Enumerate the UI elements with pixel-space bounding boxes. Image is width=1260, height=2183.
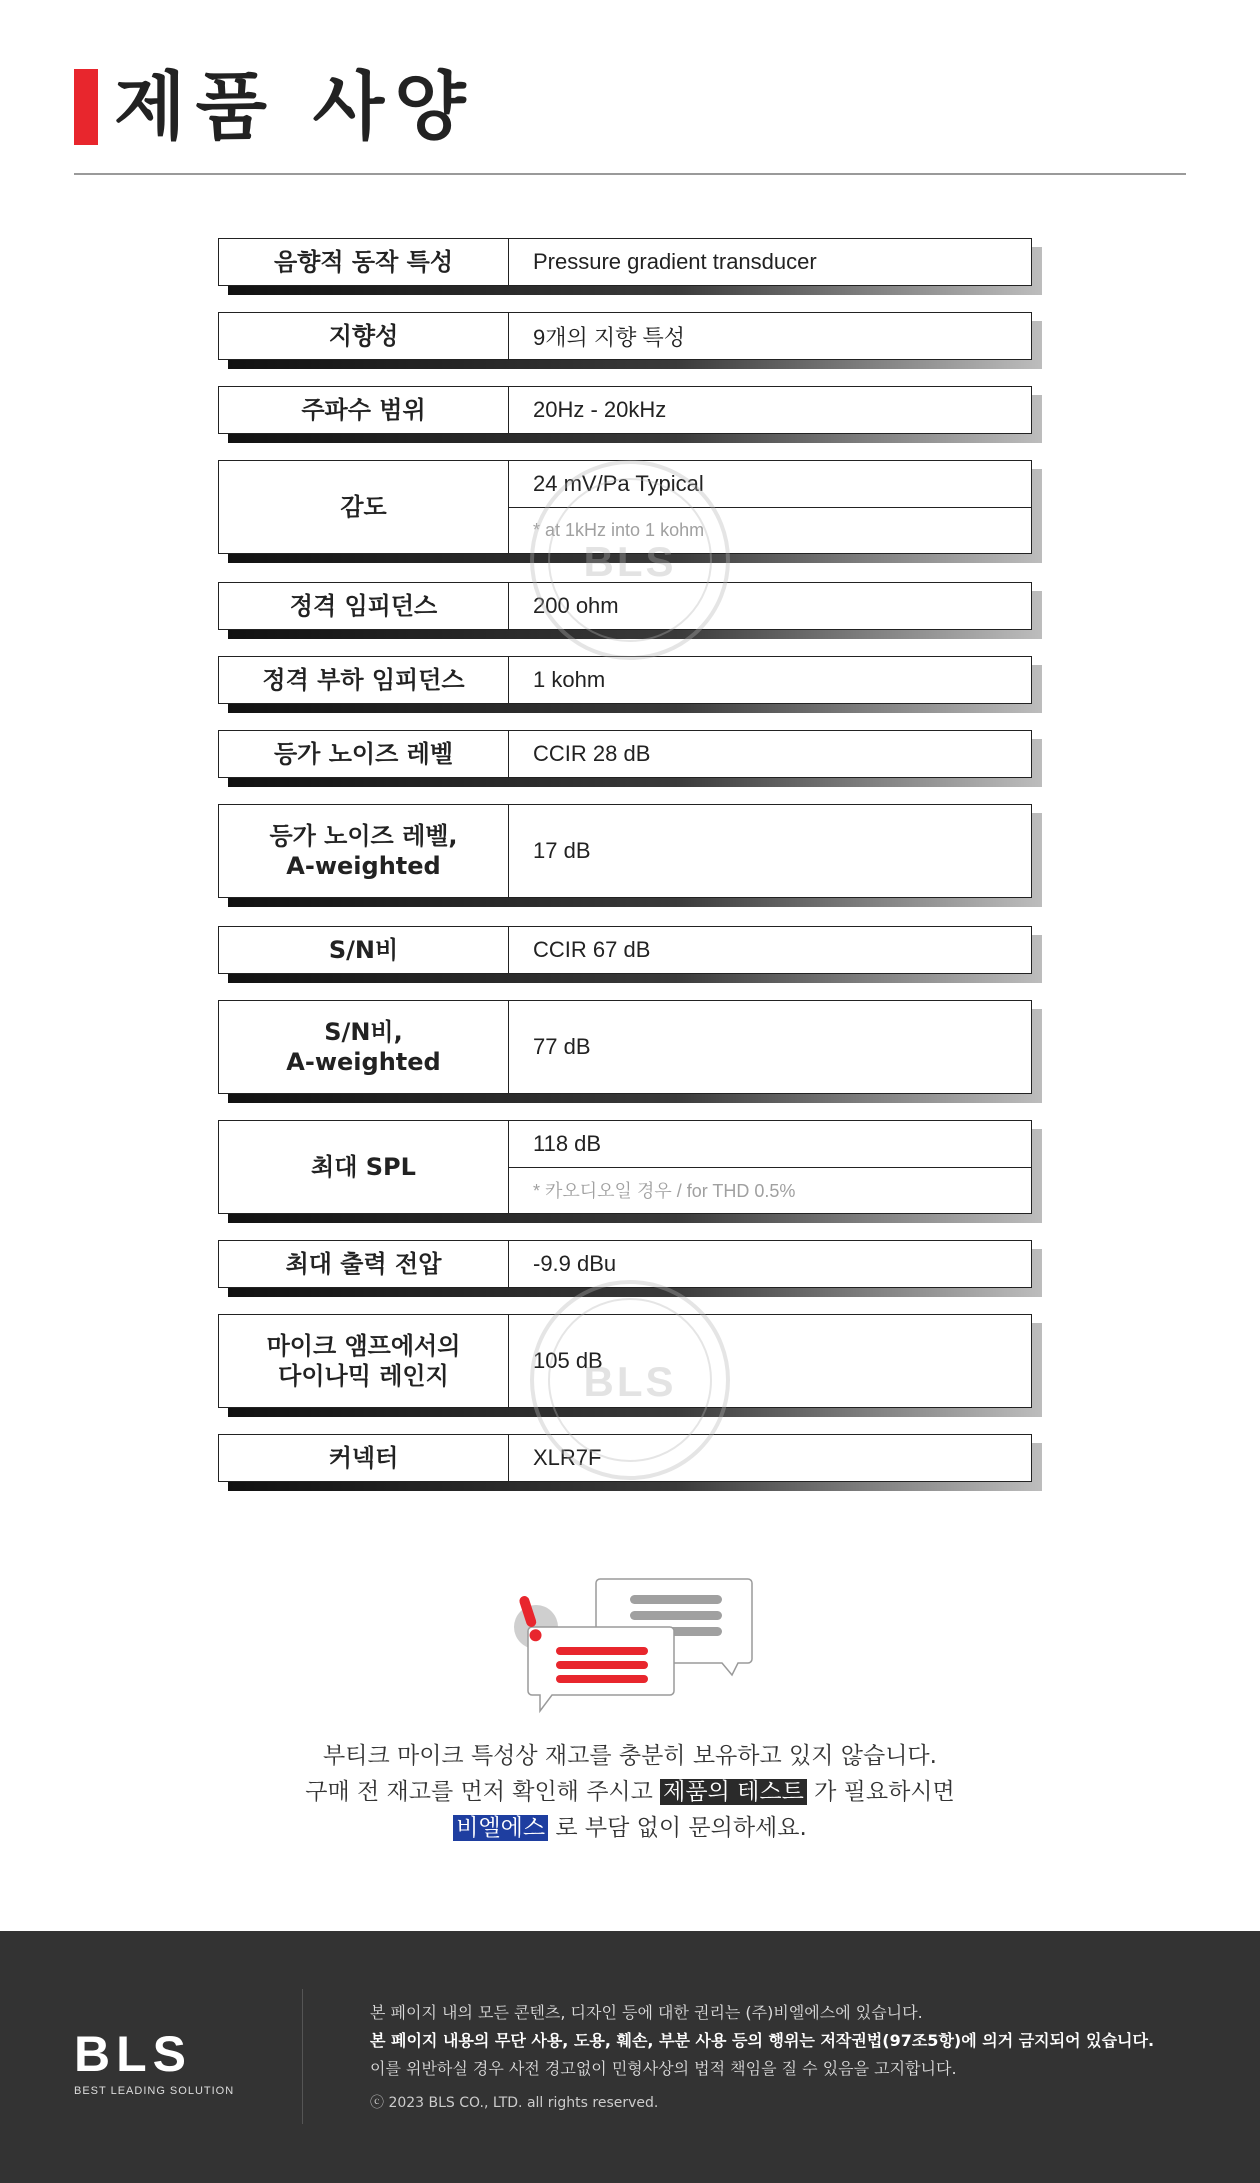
spec-row xyxy=(218,1120,1032,1214)
spec-values xyxy=(509,1315,1031,1407)
spec-label: 감도 xyxy=(219,461,509,553)
spec-values xyxy=(509,927,1031,973)
spec-row-box xyxy=(218,460,1032,554)
spec-value: 1 kohm xyxy=(533,667,606,692)
notice-line-3: 비엘에스 로 부담 없이 문의하세요. xyxy=(0,1810,1260,1846)
spec-value: -9.9 dBu xyxy=(533,1251,617,1276)
spec-note: * 카오디오일 경우 / for THD 0.5% xyxy=(509,1167,1031,1214)
copyright: ⓒ 2023 BLS CO., LTD. all rights reserved. xyxy=(370,2095,659,2111)
spec-values xyxy=(509,387,1031,433)
spec-row-box xyxy=(218,1240,1032,1288)
spec-row-box xyxy=(218,582,1032,630)
page-header xyxy=(74,62,476,152)
spec-row xyxy=(218,804,1032,898)
spec-value: 105 dB xyxy=(533,1348,603,1373)
spec-value: 118 dB xyxy=(533,1130,602,1156)
spec-values xyxy=(509,461,1031,553)
bls-logo: BLS xyxy=(74,2026,192,2082)
watermark-seal: BLS xyxy=(530,1280,730,1480)
spec-row xyxy=(218,238,1032,286)
spec-row-box xyxy=(218,238,1032,286)
spec-value: 77 dB xyxy=(533,1034,591,1059)
header-divider xyxy=(74,173,1186,175)
footer-line-1: 본 페이지 내의 모든 콘텐츠, 디자인 등에 대한 권리는 (주)비엘에스에 있습니다. xyxy=(370,2003,923,2022)
spec-label: 지향성 xyxy=(219,313,509,359)
spec-row xyxy=(218,460,1032,554)
spec-row-box xyxy=(218,1434,1032,1482)
spec-row xyxy=(218,926,1032,974)
spec-label: 등가 노이즈 레벨, A-weighted xyxy=(219,805,509,897)
spec-label: 마이크 앰프에서의 다이나믹 레인지 xyxy=(219,1315,509,1407)
page-title: 제품 사양 xyxy=(114,64,476,150)
spec-row-box xyxy=(218,1314,1032,1408)
spec-label: 정격 부하 임피던스 xyxy=(219,657,509,703)
spec-values xyxy=(509,313,1031,359)
footer-line-3: 이를 위반하실 경우 사전 경고없이 민형사상의 법적 책임을 질 수 있음을 고지합니다. xyxy=(370,2059,957,2078)
spec-value: XLR7F xyxy=(533,1445,602,1470)
spec-values xyxy=(509,731,1031,777)
spec-label: 최대 SPL xyxy=(219,1121,509,1213)
front-chat-bubble-icon xyxy=(528,1627,674,1711)
product-test-highlight: 제품의 테스트 xyxy=(660,1779,807,1805)
spec-row xyxy=(218,1434,1032,1482)
spec-values xyxy=(509,657,1031,703)
spec-row-box xyxy=(218,926,1032,974)
stock-notice xyxy=(0,1738,1260,1846)
spec-row xyxy=(218,386,1032,434)
spec-value: 20Hz - 20kHz xyxy=(533,397,667,422)
spec-label: 음향적 동작 특성 xyxy=(219,239,509,285)
spec-note: * at 1kHz into 1 kohm xyxy=(509,507,1031,554)
spec-row-box xyxy=(218,386,1032,434)
spec-label: 커넥터 xyxy=(219,1435,509,1481)
spec-value: 200 ohm xyxy=(533,593,619,618)
spec-row-box xyxy=(218,804,1032,898)
footer-logo xyxy=(74,2026,235,2097)
spec-row xyxy=(218,730,1032,778)
spec-value: 9개의 지향 특성 xyxy=(533,324,685,350)
spec-row-box xyxy=(218,1120,1032,1214)
spec-row xyxy=(218,1314,1032,1408)
spec-values xyxy=(509,1435,1031,1481)
spec-label: 주파수 범위 xyxy=(219,387,509,433)
spec-values xyxy=(509,1001,1031,1093)
spec-row xyxy=(218,1240,1032,1288)
spec-value: 17 dB xyxy=(533,838,591,863)
spec-row-box xyxy=(218,730,1032,778)
footer-divider xyxy=(302,1989,303,2124)
spec-values xyxy=(509,239,1031,285)
footer xyxy=(0,1931,1260,2183)
notice-line-2: 구매 전 재고를 먼저 확인해 주시고 제품의 테스트 가 필요하시면 xyxy=(305,1779,955,1805)
spec-values xyxy=(509,583,1031,629)
watermark-seal: BLS xyxy=(530,460,730,660)
spec-values xyxy=(509,805,1031,897)
spec-value: CCIR 28 dB xyxy=(533,741,651,766)
footer-line-2: 본 페이지 내용의 무단 사용, 도용, 훼손, 부분 사용 등의 행위는 저작권법(97조5항)에 의거 금지되어 있습니다. xyxy=(370,2031,1155,2050)
spec-row xyxy=(218,582,1032,630)
spec-label: 최대 출력 전압 xyxy=(219,1241,509,1287)
spec-row xyxy=(218,656,1032,704)
spec-row-box xyxy=(218,1000,1032,1094)
spec-row-box xyxy=(218,656,1032,704)
spec-label: 등가 노이즈 레벨 xyxy=(219,731,509,777)
spec-value: CCIR 67 dB xyxy=(533,937,651,962)
company-highlight: 비엘에스 xyxy=(453,1815,548,1841)
chat-alert-illustration xyxy=(500,1575,760,1715)
title-accent-bar xyxy=(74,69,98,145)
spec-values xyxy=(509,1121,1031,1213)
spec-label: S/N비 xyxy=(219,927,509,973)
spec-label: S/N비, A-weighted xyxy=(219,1001,509,1093)
notice-line-1: 부티크 마이크 특성상 재고를 충분히 보유하고 있지 않습니다. xyxy=(323,1743,937,1769)
footer-legal xyxy=(370,1999,1154,2117)
logo-tagline: BEST LEADING SOLUTION xyxy=(74,2085,235,2097)
spec-row xyxy=(218,312,1032,360)
spec-label: 정격 임피던스 xyxy=(219,583,509,629)
spec-row-box xyxy=(218,312,1032,360)
spec-values xyxy=(509,1241,1031,1287)
spec-value: 24 mV/Pa Typical xyxy=(533,470,704,496)
spec-value: Pressure gradient transducer xyxy=(533,249,817,274)
spec-row xyxy=(218,1000,1032,1094)
